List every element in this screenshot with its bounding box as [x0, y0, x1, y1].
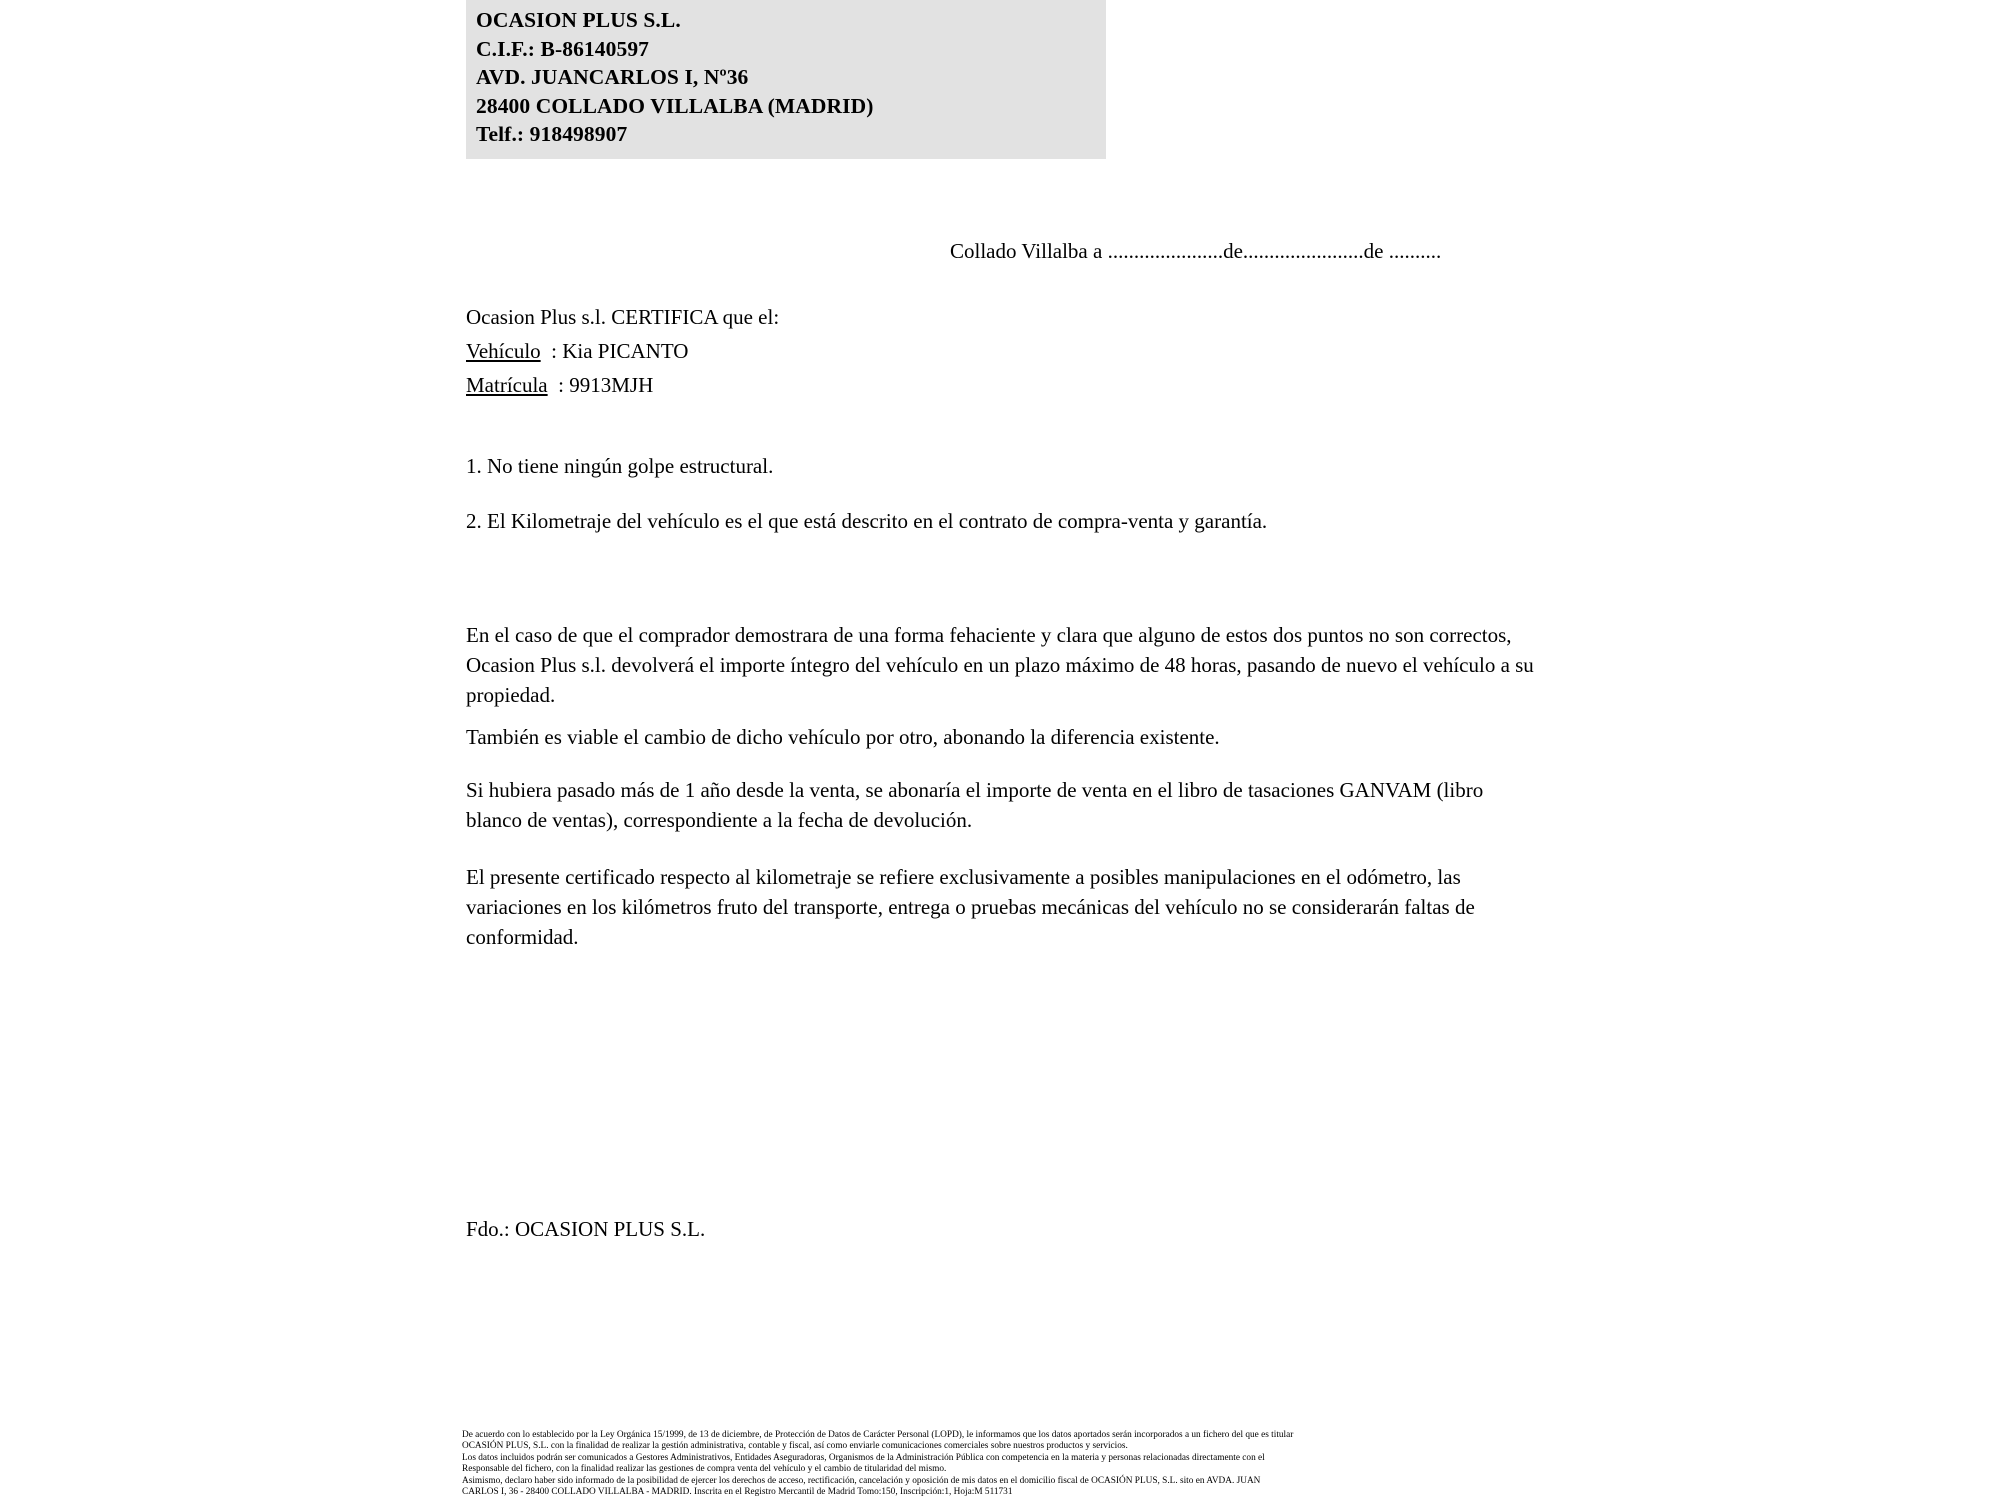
legal-line-3: Los datos incluidos podrán ser comunicados a Gestores Administrativos, Entidades Aseguradoras, Organismos de la Administración Pública con competencia en la materia y personas relacionadas directamente con el [462, 1452, 1265, 1463]
company-cif: C.I.F.: B-86140597 [476, 36, 650, 61]
company-phone: Telf.: 918498907 [476, 122, 628, 146]
paragraph-odometer: El presente certificado respecto al kilometraje se refiere exclusivamente a posibles manipulaciones en el odómetro, las variaciones en los kilómetros fruto del transporte, entrega o pruebas mecánicas del vehículo no se considerarán faltas de conformidad. [466, 865, 1475, 949]
legal-line-2: OCASIÓN PLUS, S.L. con la finalidad de realizar la gestión administrativa, contable y fiscal, así como enviarle comunicaciones comerciales sobre nuestros productos y servicios. [462, 1441, 1128, 1452]
letterhead-block [466, 0, 1106, 159]
legal-footer [462, 1430, 1552, 1498]
plate-value: : 9913MJH [547, 373, 654, 397]
vehicle-value: : Kia PICANTO [540, 339, 689, 363]
certify-intro: Ocasion Plus s.l. CERTIFICA que el: [466, 305, 780, 329]
plate-label: Matrícula [466, 373, 548, 397]
legal-line-4: Responsable del fichero, con la finalidad realizar las gestiones de compra venta del vehículo y el cambio de titularidad del mismo. [462, 1464, 947, 1475]
paragraph-exchange: También es viable el cambio de dicho vehículo por otro, abonando la diferencia existente. [466, 725, 1220, 749]
company-address: AVD. JUANCARLOS I, Nº36 [476, 65, 749, 89]
point-one: 1. No tiene ningún golpe estructural. [466, 454, 774, 478]
legal-line-1: De acuerdo con lo establecido por la Ley Orgánica 15/1999, de 13 de diciembre, de Protección de Datos de Carácter Personal (LOPD), le informamos que los datos aportados serán incorporados a un fichero del que es titular [462, 1430, 1294, 1440]
legal-line-6: CARLOS I, 36 - 28400 COLLADO VILLALBA - MADRID. Inscrita en el Registro Mercantil de Madrid Tomo:150, Inscripción:1, Hoja:M 511731 [462, 1487, 1013, 1498]
plate-row [466, 368, 779, 402]
legal-line-5: Asimismo, declaro haber sido informado de la posibilidad de ejercer los derechos de acceso, rectificación, cancelación y oposición de mis datos en el domicilio fiscal de OCASIÓN PLUS, S.L. sito en AVDA. JUAN [462, 1475, 1261, 1486]
point-two: 2. El Kilometraje del vehículo es el que está descrito en el contrato de compra-venta y garantía. [466, 509, 1268, 533]
paragraph-refund: En el caso de que el comprador demostrara de una forma fehaciente y clara que alguno de estos dos puntos no son correctos, Ocasion Plus s.l. devolverá el importe íntegro del vehículo en un plazo máximo de 48 horas, pasando de nuevo el vehículo a su propiedad. [466, 623, 1534, 707]
vehicle-row [466, 334, 779, 368]
paragraph-ganvam: Si hubiera pasado más de 1 año desde la venta, se abonaría el importe de venta en el libro de tasaciones GANVAM (libro blanco de ventas), correspondiente a la fecha de devolución. [466, 778, 1484, 832]
signature-line: Fdo.: OCASION PLUS S.L. [466, 1217, 706, 1241]
company-name: OCASION PLUS S.L. [476, 8, 681, 32]
date-line: Collado Villalba a ......................de.......................de .......... [950, 239, 1442, 263]
certification-block [466, 300, 779, 402]
vehicle-label: Vehículo [466, 339, 541, 363]
company-city: 28400 COLLADO VILLALBA (MADRID) [476, 93, 874, 118]
